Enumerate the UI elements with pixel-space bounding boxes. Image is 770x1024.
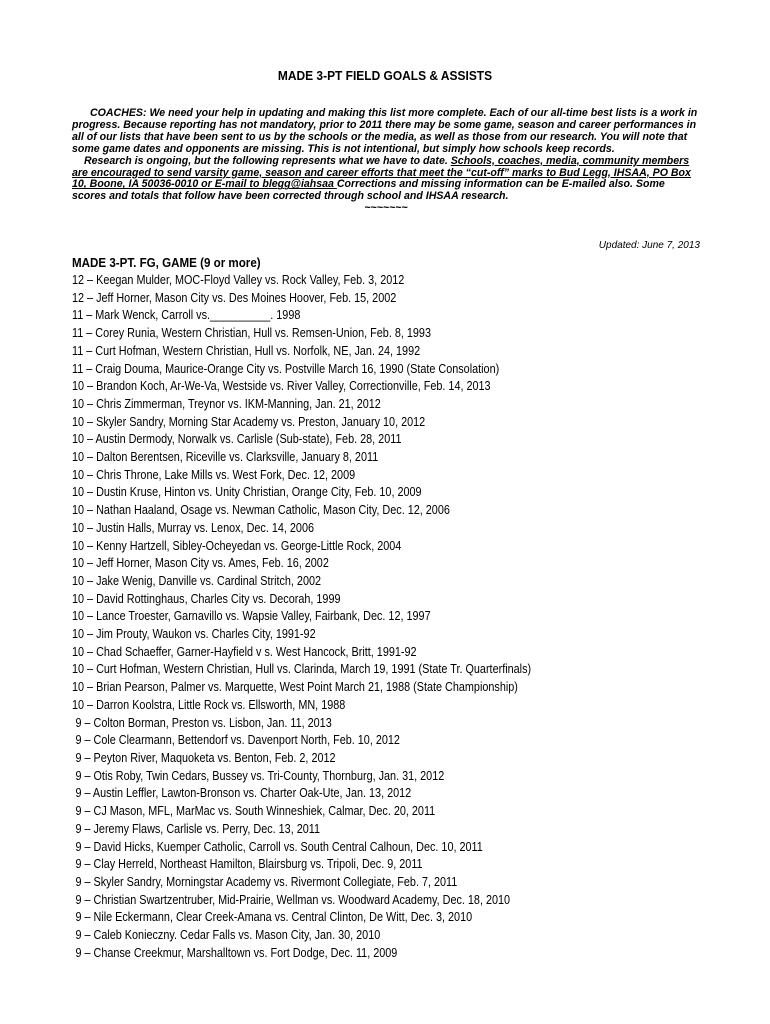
record-entry: 11 – Corey Runia, Western Christian, Hull vs. Remsen-Union, Feb. 8, 1993 [72, 326, 431, 341]
record-entry: 10 – David Rottinghaus, Charles City vs. Decorah, 1999 [72, 591, 341, 606]
record-entry: 12 – Jeff Horner, Mason City vs. Des Moines Hoover, Feb. 15, 2002 [72, 290, 397, 305]
page-title: MADE 3-PT FIELD GOALS & ASSISTS [277, 68, 493, 83]
updated-date: Updated: June 7, 2013 [598, 240, 700, 251]
record-entry: 10 – Chris Zimmerman, Treynor vs. IKM-Manning, Jan. 21, 2012 [72, 396, 381, 411]
record-entry: 12 – Keegan Mulder, MOC-Floyd Valley vs. Rock Valley, Feb. 3, 2012 [72, 273, 405, 287]
record-entry: 10 – Kenny Hartzell, Sibley-Ocheyedan vs. George-Little Rock, 2004 [72, 538, 402, 553]
record-entry: 10 – Jim Prouty, Waukon vs. Charles City, 1991-92 [72, 627, 316, 642]
record-entry: 10 – Lance Troester, Garnavillo vs. Wapsie Valley, Fairbank, Dec. 12, 1997 [72, 609, 431, 624]
record-entry: 10 – Austin Dermody, Norwalk vs. Carlisle (Sub-state), Feb. 28, 2011 [72, 432, 402, 447]
record-entry: 10 – Jake Wenig, Danville vs. Cardinal Stritch, 2002 [72, 573, 322, 588]
record-entry: 10 – Skyler Sandry, Morning Star Academy vs. Preston, January 10, 2012 [72, 414, 426, 429]
record-entry: 9 – Cole Clearmann, Bettendorf vs. Davenport North, Feb. 10, 2012 [75, 733, 400, 748]
record-list [72, 272, 531, 962]
record-entry: 9 – Otis Roby, Twin Cedars, Bussey vs. Tri-County, Thornburg, Jan. 31, 2012 [75, 768, 445, 783]
record-entry: 10 – Justin Halls, Murray vs. Lenox, Dec. 14, 2006 [72, 520, 315, 535]
record-entry: 10 – Brandon Koch, Ar-We-Va, Westside vs. River Valley, Correctionville, Feb. 14, 2013 [72, 379, 491, 394]
record-entry: 10 – Jeff Horner, Mason City vs. Ames, Feb. 16, 2002 [72, 556, 329, 571]
coaches-note-paragraph: COACHES: We need your help in updating and making this list more complete. Each of our all-time best lists is a work in progress. Because reporting has not mandatory, prior to 2011 there may be some game, season and career performances in all of our lists that have been sent to us by the schools or the media, as well as those from our research. You will note that some game dates and opponents are missing. This is not intentional, but simply how schools keep records. [72, 107, 698, 155]
record-entry: 10 – Curt Hofman, Western Christian, Hull vs. Clarinda, March 19, 1991 (State Tr. Quarterfinals) [72, 662, 532, 677]
record-entry: 9 – Caleb Konieczny. Cedar Falls vs. Mason City, Jan. 30, 2010 [75, 928, 381, 943]
record-entry: 9 – David Hicks, Kuemper Catholic, Carroll vs. South Central Calhoun, Dec. 10, 2011 [75, 839, 483, 854]
record-entry: 10 – Brian Pearson, Palmer vs. Marquette, West Point March 21, 1988 (State Championship) [72, 680, 518, 695]
record-entry: 11 – Mark Wenck, Carroll vs.__________. 1998 [72, 308, 301, 323]
record-entry: 10 – Nathan Haaland, Osage vs. Newman Catholic, Mason City, Dec. 12, 2006 [72, 503, 450, 518]
record-entry: 9 – Austin Leffler, Lawton-Bronson vs. Charter Oak-Ute, Jan. 13, 2012 [75, 786, 412, 801]
record-entry: 10 – Dalton Berentsen, Riceville vs. Clarksville, January 8, 2011 [72, 450, 379, 465]
submission-instructions: Schools, coaches, media, community members are encouraged to send varsity game, season and career efforts that meet the “cut-off” marks to Bud Legg, IHSAA, PO Box 10, Boone, IA 50036-0010 or E-mail to blegg@iahsaa [72, 154, 691, 191]
research-note-end: Corrections and missing information can be E-mailed also. Some scores and totals that follow have been corrected through school and IHSAA research. [72, 178, 665, 203]
record-entry: 9 – Jeremy Flaws, Carlisle vs. Perry, Dec. 13, 2011 [75, 821, 321, 836]
record-entry: 10 – Dustin Kruse, Hinton vs. Unity Christian, Orange City, Feb. 10, 2009 [72, 485, 422, 500]
record-entry: 9 – Nile Eckermann, Clear Creek-Amana vs. Central Clinton, De Witt, Dec. 3, 2010 [75, 910, 473, 925]
record-entry: 10 – Darron Koolstra, Little Rock vs. Ellsworth, MN, 1988 [72, 697, 346, 712]
record-entry: 9 – Clay Herreld, Northeast Hamilton, Blairsburg vs. Tripoli, Dec. 9, 2011 [75, 857, 423, 872]
record-entry: 10 – Chris Throne, Lake Mills vs. West Fork, Dec. 12, 2009 [72, 467, 356, 482]
section-heading: MADE 3-PT. FG, GAME (9 or more) [72, 256, 261, 270]
record-entry: 9 – Peyton River, Maquoketa vs. Benton, Feb. 2, 2012 [75, 750, 336, 765]
record-entry: 10 – Chad Schaeffer, Garner-Hayfield v s. West Hancock, Britt, 1991-92 [72, 644, 417, 659]
research-note-paragraph [72, 156, 700, 204]
record-entry: 9 – Colton Borman, Preston vs. Lisbon, Jan. 11, 2013 [75, 715, 332, 730]
record-entry: 9 – CJ Mason, MFL, MarMac vs. South Winneshiek, Calmar, Dec. 20, 2011 [75, 804, 436, 819]
record-entry: 9 – Skyler Sandry, Morningstar Academy vs. Rivermont Collegiate, Feb. 7, 2011 [75, 874, 458, 889]
record-entry: 11 – Curt Hofman, Western Christian, Hull vs. Norfolk, NE, Jan. 24, 1992 [72, 343, 421, 358]
record-entry: 9 – Chanse Creekmur, Marshalltown vs. Fort Dodge, Dec. 11, 2009 [75, 945, 398, 960]
research-note-start: Research is ongoing, but the following represents what we have to date. [84, 154, 451, 167]
record-entry: 11 – Craig Douma, Maurice-Orange City vs. Postville March 16, 1990 (State Consolation) [72, 361, 500, 376]
coaches-note [72, 108, 700, 215]
separator-tildes: ~~~~~~~ [364, 202, 408, 215]
record-entry: 9 – Christian Swartzentruber, Mid-Prairie, Wellman vs. Woodward Academy, Dec. 18, 2010 [75, 892, 511, 907]
